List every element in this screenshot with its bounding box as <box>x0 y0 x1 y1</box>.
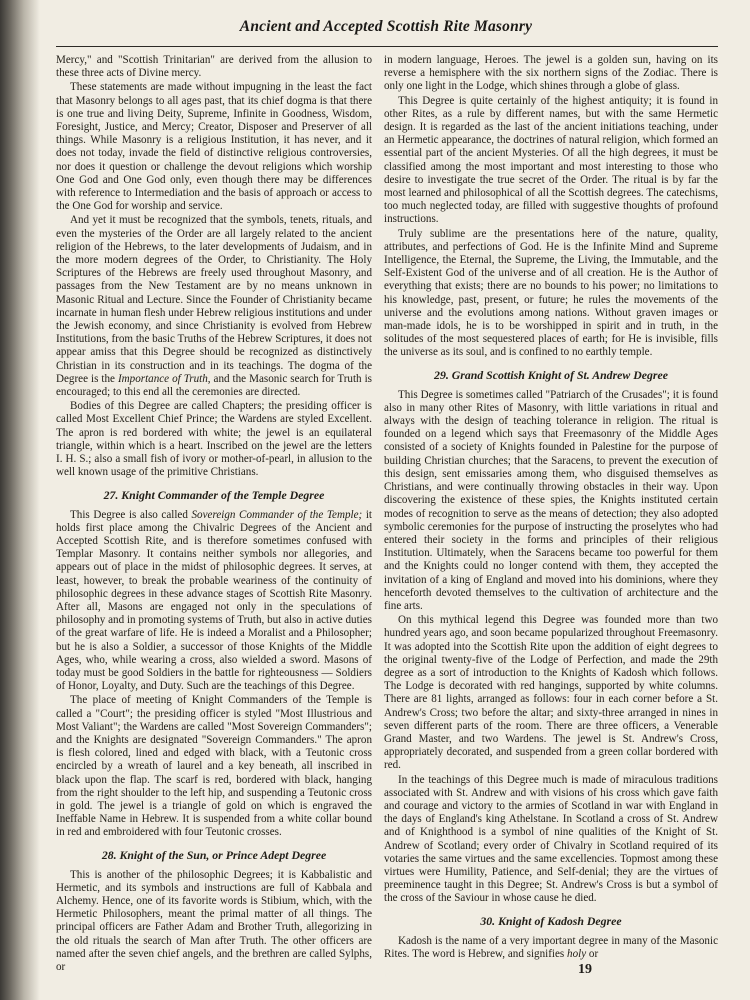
paragraph <box>56 509 372 694</box>
paragraph-text: or <box>586 947 599 960</box>
paragraph: These statements are made without impugning in the least the fact that Masonry belongs to all ages past, that its chief dogma is that there is one true and living Deity, Supreme, Infinite in Goodness, Wisdom, Foresight, Justice, and Mercy; Creator, Disposer and Preserver of all things. While Masonry is a religious Institution, it has never, and it does not today, invade the field of distinctive religious controversies, nor does it question or challenge the devout religions which worship One God and One God only, even though there may be differences with reference to Intermediation and the basis of approach or access to the One God for worship and service. <box>56 81 372 213</box>
binding-gutter-shadow <box>0 0 40 1000</box>
paragraph: Bodies of this Degree are called Chapters; the presiding officer is called Most Excellent Chief Prince; the Wardens are styled Excellent. The apron is red bordered with white; the jewel is an equilateral triangle, within which is a heart. Inscribed on the jewel are the letters I. H. S.; also a small fish of ivory or mother-of-pearl, in allusion to the well known usage of the primitive Christians. <box>56 400 372 479</box>
paragraph: The place of meeting of Knight Commanders of the Temple is called a "Court"; the presiding officer is styled "Most Illustrious and Most Valiant"; the Wardens are called "Most Sovereign Commanders"; and the Knights are designated "Sovereign Commanders." The apron is flesh colored, lined and edged with black, with a Teutonic cross encircled by a wreath of laurel and a key beneath, all inscribed in black upon the flap. The scarf is red, bordered with black, hanging from the right shoulder to the left hip, and suspending a Teutonic cross in gold. The jewel is a triangle of gold on which is engraved the Ineffable Name in Hebrew. It is suspended from a white collar bound in red and embroidered with four Teutonic crosses. <box>56 694 372 839</box>
section-heading-28: 28. Knight of the Sun, or Prince Adept Degree <box>101 847 327 862</box>
paragraph: This Degree is sometimes called "Patriarch of the Crusades"; it is found also in many other Rites of Masonry, with little variations in ritual and always with the design of teaching tolerance in religion. The ritual is founded on a legend which says that Freemasonry of the Middle Ages consisted of a society of Knights founded in Palestine for the purpose of building Christian churches; that the Saracens, to prevent the execution of this design, sent emissaries among them, who disguised themselves as Christians, and were continually throwing obstacles in their way. Upon discovering the existence of these spies, the Knights instituted certain modes of recognition to serve as the means of detection; they also adopted symbolic ceremonies for the purpose of instructing the proselytes who had entered their society in the forms and principles of their religious Institution. Ultimately, when the Saracens became too powerful for them and the Knights could no longer contend with them, they accepted the invitation of a king of England and moved into his dominions, where they henceforth devoted themselves to the cultivation of architecture and the fine arts. <box>384 388 718 612</box>
italic-term: holy <box>567 947 587 960</box>
page-number: 19 <box>578 962 592 977</box>
section-heading-29: 29. Grand Scottish Knight of St. Andrew Degree <box>434 367 668 382</box>
paragraph <box>56 214 372 399</box>
section-heading-27: 27. Knight Commander of the Temple Degree <box>103 487 325 502</box>
section-heading-30: 30. Knight of Kadosh Degree <box>480 913 622 928</box>
italic-term: Sovereign Commander of the Temple; <box>191 508 363 521</box>
paragraph <box>384 935 718 961</box>
paragraph-text: , and the Masonic search for Truth is encouraged; to this end all the ceremonies are directed. <box>56 372 372 399</box>
paragraph-text: And yet it must be recognized that the symbols, tenets, rituals, and even the mysteries of the Order are all largely related to the ancient religion of the Hebrews, to the later developments of Judaism, and in the more modern degrees of the Order, to Christianity. The Holy Scriptures of the Hebrews are freely used throughout Masonry, and passages from the New Testament are by no means unknown in Masonic Ritual and Lecture. Since the Founder of Christianity became incarnate in human flesh under Hebrew religious institutions and under the Jewish economy, and since Christianity is evolved from Hebrew Institutions, from the basic Truths of the Hebrew Scriptures, it does not appear amiss that this Degree should be recognized as distinctively Christian in its construction and in its teachings. The dogma of the Degree is the <box>56 214 372 385</box>
paragraph: Truly sublime are the presentations here of the nature, quality, attributes, and perfections of God. He is the Infinite Mind and Supreme Intelligence, the Eternal, the Supreme, the Living, the Immutable, and the Self-Existent God of the universe and of all creation. He is the Author of everything that exists; there are no bounds to his power; no limitations to his knowledge, past, present, or future; he rules the movements of the universe and the evolutions among nations. Without graven images or man-made idols, he is to be worshipped in spirit and in truth, in the solitudes of the most sequestered places of earth; for He is invisible, fills the universe as its soul, and is confined to no earthly temple. <box>384 227 718 359</box>
paragraph-text: Kadosh is the name of a very important degree in many of the Masonic Rites. The word is Hebrew, and signifies <box>384 934 718 960</box>
left-column <box>56 54 372 979</box>
paragraph: Mercy," and "Scottish Trinitarian" are derived from the allusion to these three acts of Divine mercy. <box>56 54 372 80</box>
running-head: Ancient and Accepted Scottish Rite Masonry <box>239 18 533 35</box>
italic-term: Importance of Truth <box>117 372 208 385</box>
paragraph: in modern language, Heroes. The jewel is a golden sun, having on its reverse a hemisphere with the six northern signs of the Zodiac. There is only one light in the Lodge, which shines through a globe of glass. <box>384 54 718 93</box>
paragraph: This is another of the philosophic Degrees; it is Kabbalistic and Hermetic, and its symbols and instructions are full of Kabbala and Alchemy. Hence, one of its favorite words is Stibium, which, with the Hermetic Philosophers, meant the primal matter of all things. The principal officers are Father Adam and Brother Truth, allegorizing in the old rituals the search of Man after Truth. The other officers are named after the seven chief angels, and the brethren are called Sylphs, or <box>56 868 372 973</box>
paragraph-text: This Degree is also called <box>70 508 192 521</box>
right-column <box>384 54 718 979</box>
paragraph: On this mythical legend this Degree was founded more than two hundred years ago, and soon became popularized throughout Freemasonry. It was adopted into the Scottish Rite upon the addition of eight degrees to the original twenty-five of the Lodge of Perfection, and made the 29th degree as a sort of introduction to the Knights of Kadosh which follows. The Lodge is decorated with red hangings, supported by white columns. There are 81 lights, arranged as follows: four in each corner before a St. Andrew's Cross; two before the altar; and sixty-three arranged in nines in seven different parts of the room. There are three officers, a Venerable Grand Master, and two Wardens. The jewel is St. Andrew's Cross, appropriately decorated, and suspended from a green collar bordered with red. <box>384 614 718 772</box>
header-rule <box>56 46 718 47</box>
paragraph-text: it holds first place among the Chivalric Degrees of the Ancient and Accepted Scottish Rite, and is therefore sometimes confused with Templar Masonry. It contains neither symbols nor allegories, and appears out of place in the midst of philosophic degrees. It serves, at least, however, to break the probable weariness of the continuity of philosophic degrees in these advance stages of Scottish Rite Masonry. After all, Masons are engaged not only in the speculations of philosophy and in promoting systems of Truth, but also in active duties of the great warfare of life. He is indeed a Moralist and a Philosopher; but he is also a Soldier, a successor of those Knights of the Middle Ages, who, while wearing a cross, also wielded a sword. Masons of today must be good Soldiers in the battle for righteousness — Soldiers of Honor, Loyalty, and Duty. Such are the teachings of this Degree. <box>56 508 372 693</box>
paragraph: This Degree is quite certainly of the highest antiquity; it is found in other Rites, as a rule by different names, but with the same Hermetic design. It is regarded as the last of the ancient initiations teaching, under an Hermetic appearance, the doctrines of natural religion, which formed an essential part of the ancient Mysteries. Of all the high degrees, it must be classified among the most important and most interesting to those who desire to investigate the true secret of the Order. The ritual is by far the most learned and philosophical of all the Scottish degrees. The catechisms, too much neglected today, are filled with suggestive thoughts of profound instructions. <box>384 94 718 226</box>
paragraph: In the teachings of this Degree much is made of miraculous traditions associated with St. Andrew and with visions of his cross which gave faith and courage and victory to the armies of Scotland in war with England in the days of England's king Athelstane. In Scotland a cross of St. Andrew and of Knighthood is a symbol of nine qualities of the Knight of St. Andrew of Scotland; every order of Chivalry in Scotland required of its votaries the same virtues and the same excellencies. Topmost among these virtues were Humility, Patience, and Self-denial; they are the virtues of preeminence taught in this Degree; St. Andrew's Cross is but a symbol of the cross of the Saviour in whose cause he died. <box>384 773 718 905</box>
